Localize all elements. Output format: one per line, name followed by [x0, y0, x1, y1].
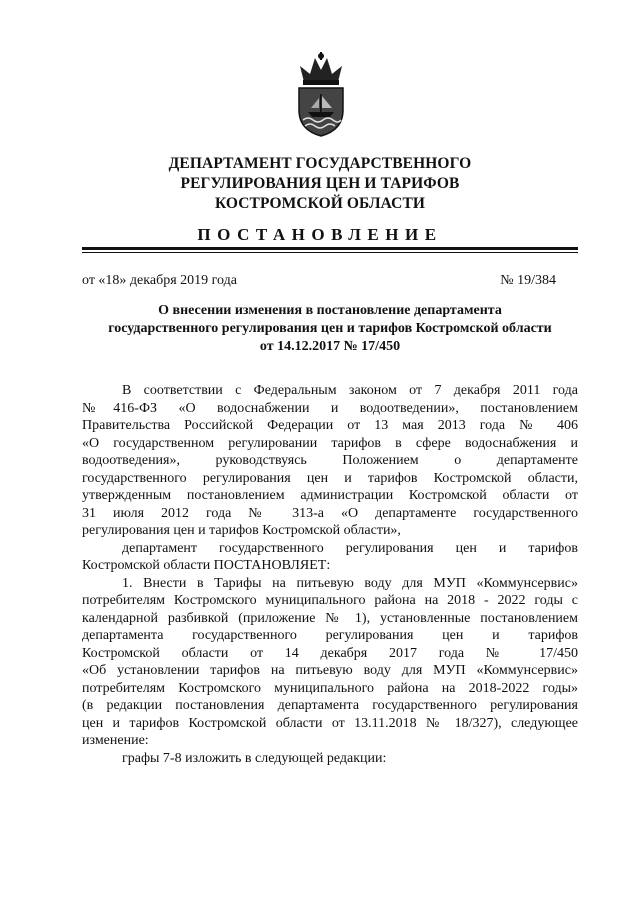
body-line: №416-ФЗ «О водоснабжении и водоотведении», постановлением — [82, 400, 578, 416]
body-line: департамент государственного регулирования цен и тарифов — [122, 540, 578, 556]
body-line: 31 июля 2012 года № 313-а «О департаменте государственного — [82, 505, 578, 521]
header-divider-thin — [82, 252, 578, 253]
body-line: 1. Внести в Тарифы на питьевую воду для МУП «Коммунсервис» — [122, 575, 578, 591]
body-line: департамента государственного регулирования цен и тарифов — [82, 628, 578, 643]
body-line: Правительства Российской Федерации от 13 мая 2013 года № 406 — [82, 418, 578, 433]
body-line: графы 7-8 изложить в следующей редакции: — [122, 750, 387, 766]
body-line: изменение: — [82, 733, 149, 748]
body-line: календарной разбивкой (приложение № 1), установленные постановлением — [82, 610, 578, 626]
subject-line-3: от 14.12.2017 № 17/450 — [259, 339, 401, 354]
body-line: водоотведения», руководствуясь Положением о департаменте — [82, 453, 578, 468]
body-line: (в редакции постановления департамента государственного регулирования — [82, 698, 578, 713]
org-name-line-2: РЕГУЛИРОВАНИЯ ЦЕН И ТАРИФОВ — [180, 175, 460, 192]
subject-line-2: государственного регулирования цен и тарифов Костромской области — [108, 321, 552, 336]
body-line: «О государственном регулировании тарифов в сфере водоснабжения и — [82, 435, 578, 451]
body-line: утвержденным постановлением администрации Костромской области от — [82, 488, 578, 503]
subject-line-1: О внесении изменения в постановление департамента — [158, 303, 502, 318]
body-line: потребителям Костромского муниципального района на 2018-2022 годы» — [82, 680, 578, 696]
body-line: потребителям Костромского муниципального района на 2018 - 2022 годы с — [82, 593, 578, 608]
body-line: государственного регулирования цен и тарифов Костромской области, — [82, 470, 578, 486]
document-type-title: ПОСТАНОВЛЕНИЕ — [197, 225, 443, 244]
body-line: цен и тарифов Костромской области от 13.11.2018 № 18/327), следующее — [82, 715, 578, 731]
header-divider-thick — [82, 247, 578, 250]
org-name-line-3: КОСТРОМСКОЙ ОБЛАСТИ — [214, 195, 426, 212]
document-body — [82, 382, 578, 767]
document-number: № 19/384 — [500, 273, 556, 288]
org-name-line-1: ДЕПАРТАМЕНТ ГОСУДАРСТВЕННОГО — [168, 155, 472, 172]
body-line: Костромской области ПОСТАНОВЛЯЕТ: — [82, 558, 331, 573]
body-line: Костромской области от 14 декабря 2017 года № 17/450 — [82, 645, 578, 661]
body-line: «Об установлении тарифов на питьевую воду для МУП «Коммунсервис» — [82, 663, 578, 678]
coat-of-arms-icon — [290, 52, 352, 138]
body-line: В соответствии с Федеральным законом от 7 декабря 2011 года — [122, 383, 578, 398]
document-date: от «18» декабря 2019 года — [82, 273, 237, 288]
body-line: регулирования цен и тарифов Костромской области», — [82, 523, 401, 538]
